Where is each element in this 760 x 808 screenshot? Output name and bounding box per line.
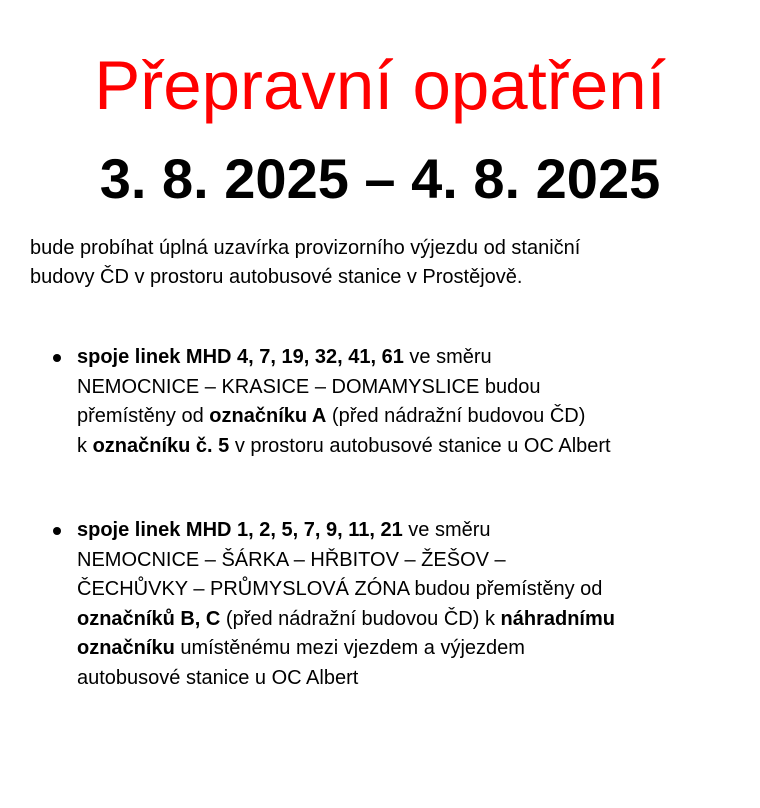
list-text: NEMOCNICE – KRASICE – DOMAMYSLICE budou bbox=[77, 375, 541, 398]
list-text: umístěnému mezi vjezdem a výjezdem bbox=[174, 637, 525, 659]
list-text: přemístěny od bbox=[77, 405, 210, 427]
bullet-icon bbox=[53, 527, 61, 535]
stop-name-bold: označníku A bbox=[209, 405, 327, 427]
list-text: autobusové stanice u OC Albert bbox=[77, 666, 359, 689]
bus-lines-bold: spoje linek MHD 1, 2, 5, 7, 9, 11, 21 bbox=[77, 519, 403, 541]
list-text: NEMOCNICE – ŠÁRKA – HŘBITOV – ŽEŠOV – bbox=[77, 548, 506, 571]
list-item bbox=[0, 516, 737, 693]
stop-name-bold: označníku bbox=[77, 637, 175, 659]
list-text: v prostoru autobusové stanice u OC Albert bbox=[229, 434, 611, 457]
list-text: (před nádražní budovou ČD) k bbox=[220, 607, 501, 630]
stop-name-bold: označníku č. 5 bbox=[92, 434, 230, 457]
intro-line-2: budovy ČD v prostoru autobusové stanice v Prostějově. bbox=[30, 266, 523, 288]
date-range: 3. 8. 2025 – 4. 8. 2025 bbox=[99, 147, 661, 210]
bus-lines-bold: spoje linek MHD 4, 7, 19, 32, 41, 61 bbox=[77, 346, 404, 368]
list-text: (před nádražní budovou ČD) bbox=[326, 405, 586, 427]
list-text: ČECHŮVKY – PRŮMYSLOVÁ ZÓNA budou přemístěny od bbox=[77, 578, 603, 600]
stop-name-bold: označníků B, C bbox=[77, 607, 221, 630]
list-text: k bbox=[77, 434, 93, 457]
intro-paragraph bbox=[30, 234, 730, 292]
intro-line-1: bude probíhat úplná uzavírka provizorního výjezdu od staniční bbox=[30, 237, 581, 259]
page-title: Přepravní opatření bbox=[94, 47, 666, 124]
bullet-icon bbox=[53, 354, 61, 362]
stop-name-bold: náhradnímu bbox=[500, 607, 615, 630]
list-item bbox=[0, 343, 737, 461]
list-text: ve směru bbox=[402, 519, 491, 541]
measures-list bbox=[0, 343, 760, 693]
list-text: ve směru bbox=[403, 346, 492, 368]
